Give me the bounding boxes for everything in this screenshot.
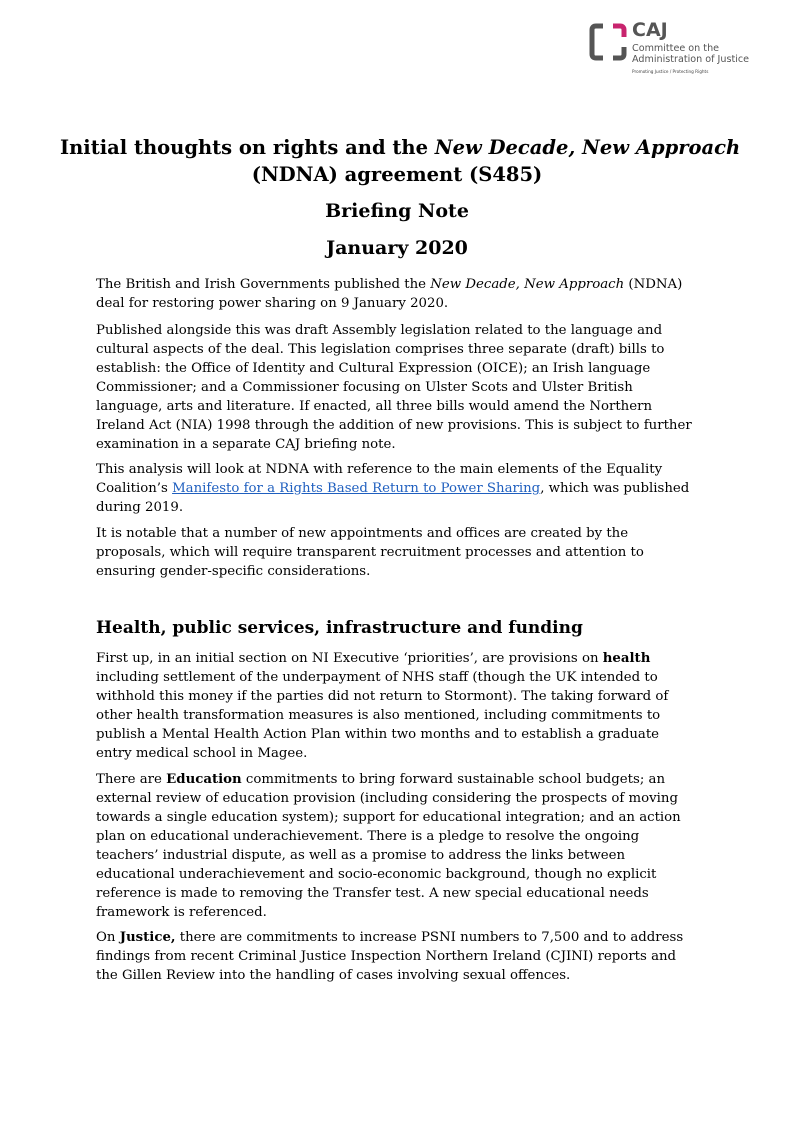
paragraph-line: educational underachievement and socio-economic background, though no explicit xyxy=(96,867,657,882)
paragraph-education xyxy=(96,770,706,922)
paragraph-line: Ireland Act (NIA) 1998 through the addition of new provisions. This is subject to further xyxy=(96,418,692,433)
text-run: commitments to bring forward sustainable school budgets; an xyxy=(241,772,666,787)
text-run: The British and Irish Governments published the xyxy=(96,277,431,292)
text-run: On xyxy=(96,930,120,945)
paragraph-health xyxy=(96,649,706,763)
manifesto-link[interactable]: Manifesto for a Rights Based Return to Power Sharing xyxy=(172,481,541,496)
paragraph-line: It is notable that a number of new appointments and offices are created by the xyxy=(96,526,629,541)
document-subtitle: Briefing Note xyxy=(325,200,469,222)
paragraph-line: including settlement of the underpayment of NHS staff (though the UK intended to xyxy=(96,670,658,685)
paragraph-justice xyxy=(96,928,706,985)
paragraph-line: findings from recent Criminal Justice Inspection Northern Ireland (CJINI) reports and xyxy=(96,949,677,964)
title-line-2: (NDNA) agreement (S485) xyxy=(251,163,543,186)
paragraph-line: framework is referenced. xyxy=(96,905,267,920)
paragraph-line: ensuring gender-specific considerations. xyxy=(96,564,371,579)
logo-acronym: CAJ xyxy=(632,19,668,41)
paragraph-line: This analysis will look at NDNA with reference to the main elements of the Equality xyxy=(96,462,663,477)
text-run: First up, in an initial section on NI Executive ‘priorities’, are provisions on xyxy=(96,651,603,666)
paragraph-line: Commissioner; and a Commissioner focusing on Ulster Scots and Ulster British xyxy=(96,380,633,395)
document-date: January 2020 xyxy=(326,237,468,259)
paragraph-line: plan on educational underachievement. There is a pledge to resolve the ongoing xyxy=(96,829,640,844)
logo-tagline: Promoting Justice / Protecting Rights xyxy=(632,69,709,74)
title-italic: New Decade, New Approach xyxy=(434,136,741,159)
paragraph-line: entry medical school in Magee. xyxy=(96,746,308,761)
paragraph-line: other health transformation measures is also mentioned, including commitments to xyxy=(96,708,661,723)
document-title xyxy=(60,134,741,188)
paragraph-appointments xyxy=(96,524,706,581)
paragraph-line: Published alongside this was draft Assembly legislation related to the language and xyxy=(96,323,663,338)
text-run: , which was published xyxy=(540,481,690,496)
paragraph-line: language, arts and literature. If enacted, all three bills would amend the Northern xyxy=(96,399,653,414)
text-bold: health xyxy=(602,651,651,666)
paragraph-line xyxy=(96,928,706,947)
paragraph-line: publish a Mental Health Action Plan within two months and to establish a graduate xyxy=(96,727,660,742)
section-heading: Health, public services, infrastructure and funding xyxy=(96,618,583,638)
paragraph-line: the Gillen Review into the handling of cases involving sexual offences. xyxy=(96,968,571,983)
text-bold: Education xyxy=(166,772,242,787)
paragraph-line: establish: the Office of Identity and Cultural Expression (OICE); an Irish language xyxy=(96,361,651,376)
paragraph-line xyxy=(96,770,706,789)
paragraph-analysis xyxy=(96,460,706,517)
paragraph-line: deal for restoring power sharing on 9 January 2020. xyxy=(96,296,449,311)
caj-logo xyxy=(588,20,758,78)
text-bold: Justice, xyxy=(119,930,176,945)
paragraph-line: cultural aspects of the deal. This legislation comprises three separate (draft) bills to xyxy=(96,342,665,357)
text-run: Coalition’s xyxy=(96,481,173,496)
paragraph-line: examination in a separate CAJ briefing note. xyxy=(96,437,396,452)
title-line-1 xyxy=(60,134,741,161)
paragraph-legislation xyxy=(96,321,706,454)
text-run: There are xyxy=(96,772,167,787)
text-italic: New Decade, New Approach xyxy=(430,277,625,292)
paragraph-line: proposals, which will require transparent recruitment processes and attention to xyxy=(96,545,644,560)
paragraph-line: towards a single education system); support for educational integration; and an action xyxy=(96,810,681,825)
title-text: Initial thoughts on rights and the xyxy=(60,136,435,159)
paragraph-line: during 2019. xyxy=(96,500,184,515)
logo-name-line2: Administration of Justice xyxy=(632,54,750,65)
text-run: (NDNA) xyxy=(624,277,683,292)
text-run: there are commitments to increase PSNI numbers to 7,500 and to address xyxy=(175,930,684,945)
paragraph-line xyxy=(96,479,706,498)
paragraph-line: reference is made to removing the Transfer test. A new special educational needs xyxy=(96,886,649,901)
caj-logo-mark-icon xyxy=(588,22,628,62)
paragraph-line: withhold this money if the parties did not return to Stormont). The taking forward of xyxy=(96,689,669,704)
paragraph-line: external review of education provision (including considering the prospects of moving xyxy=(96,791,678,806)
paragraph-line xyxy=(96,649,706,668)
paragraph-line xyxy=(96,275,706,294)
logo-name-line1: Committee on the xyxy=(632,43,720,54)
paragraph-line: teachers’ industrial dispute, as well as a promise to address the links between xyxy=(96,848,626,863)
paragraph-intro xyxy=(96,275,706,313)
